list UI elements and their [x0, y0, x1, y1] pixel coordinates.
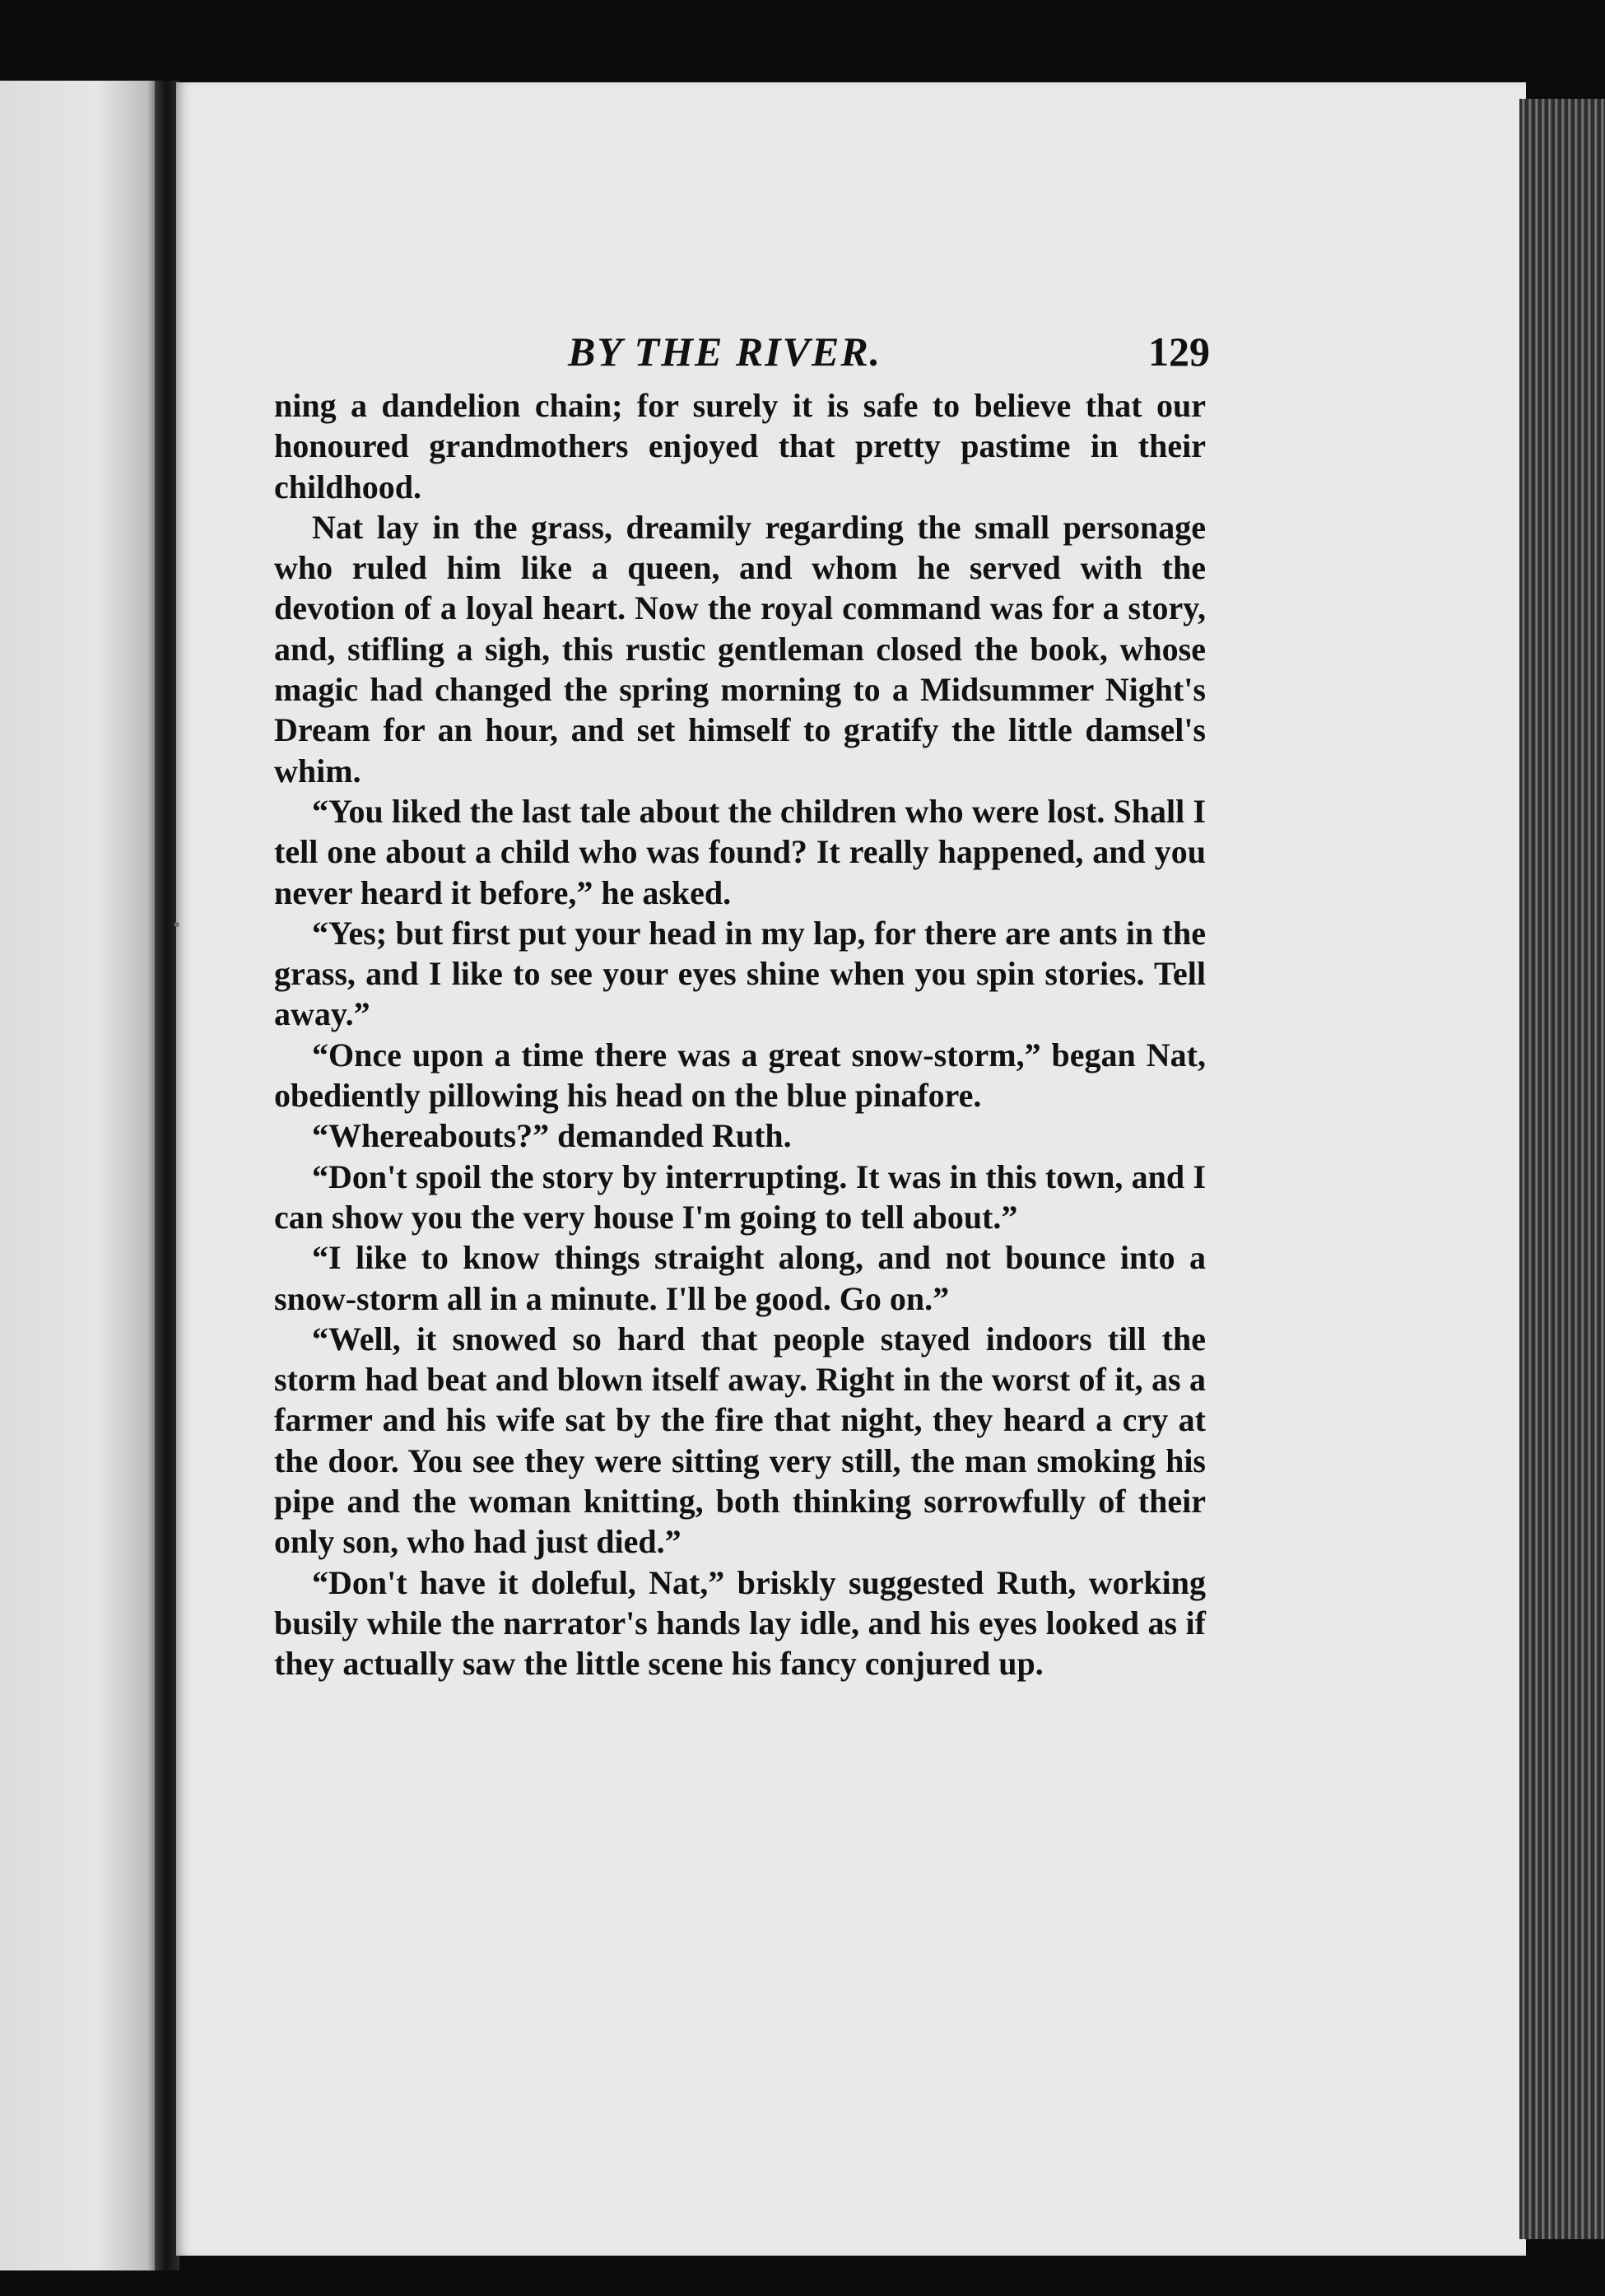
paragraph: “Don't spoil the story by interrupting. It was in this town, and I can show you the very house I'm going to tell about.” [274, 1157, 1206, 1236]
paragraph: “Once upon a time there was a great snow-storm,” began Nat, obediently pillowing his head on the blue pinafore. [274, 1036, 1206, 1115]
body-text [274, 385, 1206, 1684]
paragraph: ning a dandelion chain; for surely it is safe to believe that our honoured grandmothers enjoyed that pretty pastime in their childhood. [274, 387, 1206, 505]
paragraph: “I like to know things straight along, and not bounce into a snow-storm all in a minute. I'll be good. Go on.” [274, 1239, 1206, 1317]
paragraph: Nat lay in the grass, dreamily regarding the small personage who ruled him like a queen, and whom he served with the devotion of a loyal heart. Now the royal command was for a story, and, stifling a sigh, this rustic gentleman closed the book, whose magic had changed the spring morning to a Midsummer Night's Dream for an hour, and set himself to gratify the little damsel's whim. [274, 508, 1206, 789]
paragraph: “Yes; but first put your head in my lap, for there are ants in the grass, and I like to see your eyes shine when you spin stories. Tell away.” [274, 914, 1206, 1033]
page-number: 129 [1148, 328, 1210, 375]
paragraph: “Well, it snowed so hard that people stayed indoors till the storm had beat and blown itself away. Right in the worst of it, as a farmer and his wife sat by the fire that night, they heard a cry at the door. You see they were sitting very still, the man smoking his pipe and the woman knitting, both thinking sorrowfully of their only son, who had just died.” [274, 1320, 1206, 1561]
running-head: BY THE RIVER. [568, 328, 882, 375]
paragraph: “Whereabouts?” demanded Ruth. [312, 1117, 792, 1155]
facing-page-edge [0, 81, 160, 2270]
paragraph: “You liked the last tale about the children who were lost. Shall I tell one about a child who was found? It really happened, and you never heard it before,” he asked. [274, 792, 1206, 911]
page-speck [174, 922, 179, 927]
paragraph: “Don't have it doleful, Nat,” briskly suggested Ruth, working busily while the narrator's hands lay idle, and his eyes looked as if they actually saw the little scene his fancy conjured up. [274, 1563, 1206, 1683]
page-edges [1519, 99, 1605, 2239]
